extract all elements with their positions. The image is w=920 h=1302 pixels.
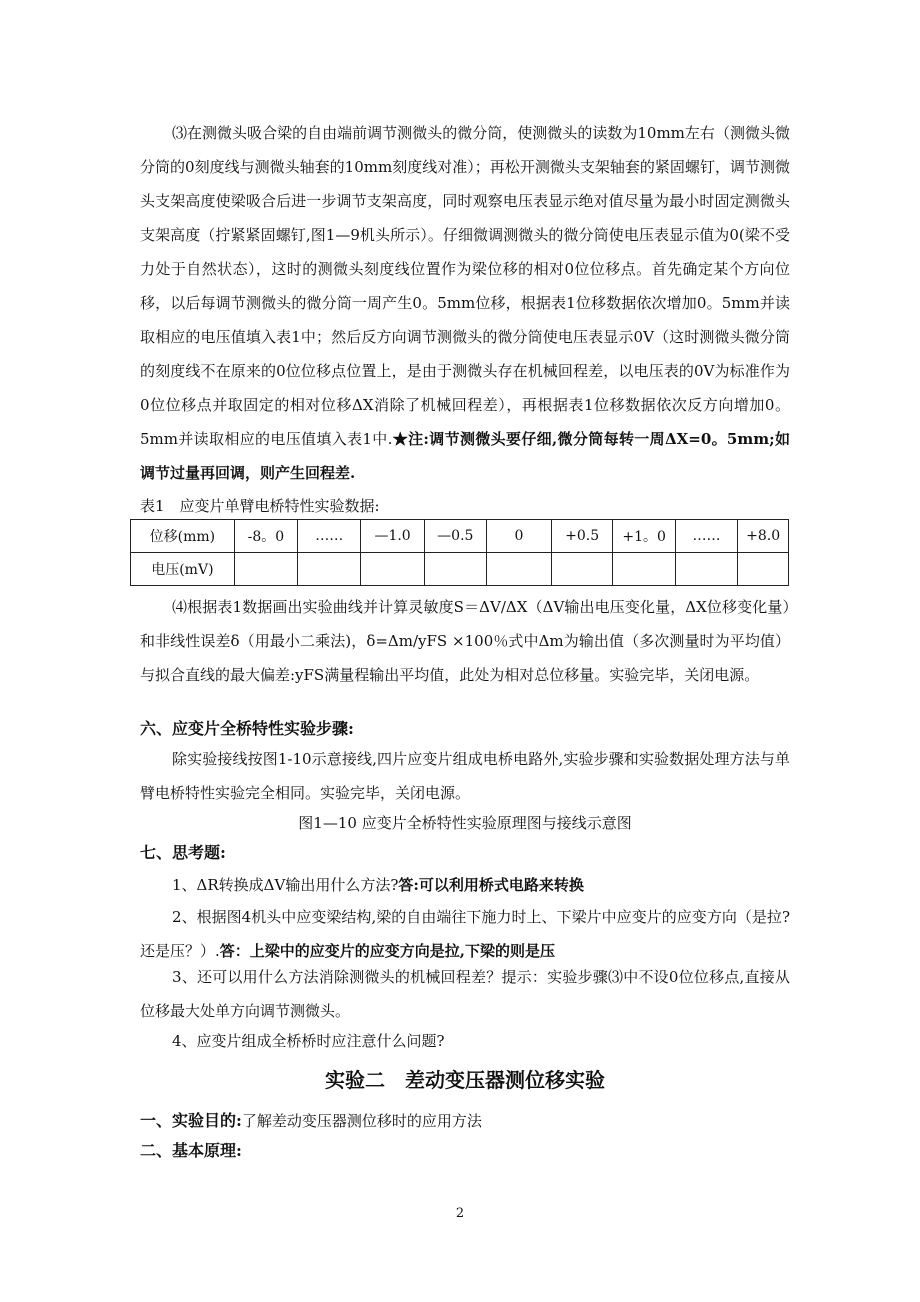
table-cell — [298, 553, 361, 586]
table-cell — [361, 553, 424, 586]
table-caption: 表1 应变片单臂电桥特性实验数据: — [140, 497, 380, 515]
step3-note: ★注:调节测微头要仔细,微分筒每转一周ΔX=0。5mm;如调节过量再回调，则产生回程差. — [140, 430, 790, 482]
table-cell — [551, 553, 612, 586]
answer-2: 答：上梁中的应变片的应变方向是拉,下梁的则是压 — [219, 942, 556, 960]
table-cell — [613, 553, 675, 586]
table-row — [131, 553, 789, 586]
question-2 — [140, 900, 790, 968]
step3-text: ⑶在测微头吸合梁的自由端前调节测微头的微分筒，使测微头的读数为10mm左右（测微头微分筒的0刻度线与测微头轴套的10mm刻度线对准）；再松开测微头支架轴套的紧固螺钉，调节测微头支架高度使梁吸合后进一步调节支架高度，同时观察电压表显示绝对值尽量为最小时固定测微头支架高度（拧紧紧固螺钉,图1—9机头所示）。仔细微调测微头的微分筒使电压表显示值为0(梁不受力处于自然状态），这时的测微头刻度线位置作为梁位移的相对0位位移点。首先确定某个方向位移，以后每调节测微头的微分筒一周产生0。5mm位移，根据表1位移数据依次增加0。5mm并读取相应的电压值填入表1中；然后反方向调节测微头的微分筒使电压表显示0V（这时测微头微分筒的刻度线不在原来的0位位移点位置上，是由于测微头存在机械回程差，以电压表的0V为标准作为0位位移点并取固定的相对位移ΔX消除了机械回程差），再根据表1位移数据依次反方向增加0。5mm并读取相应的电压值填入表1中. — [140, 124, 790, 448]
table-cell: —1.0 — [361, 520, 424, 553]
figure-caption: 图1—10 应变片全桥特性实验原理图与接线示意图 — [298, 814, 632, 832]
table-cell: +8.0 — [738, 520, 789, 553]
table-cell — [234, 553, 297, 586]
question-3: 3、还可以用什么方法消除测微头的机械回程差？提示：实验步骤⑶中不设0位位移点,直接从位移最大处单方向调节测微头。 — [140, 968, 790, 1020]
step4-paragraph: ⑷根据表1数据画出实验曲线并计算灵敏度S＝ΔV/ΔX（ΔV输出电压变化量，ΔX位移变化量）和非线性误差δ（用最小二乘法)，δ=Δm/yFS ×100％式中Δm为输出值（多次测量时为平均值）与拟合直线的最大偏差:yFS满量程输出平均值，此处为相对总位移量。实验完毕，关闭电源。 — [140, 598, 790, 684]
table-cell — [486, 553, 551, 586]
principle-label: 二、基本原理: — [140, 1141, 242, 1160]
question-2-text: 2、根据图4机头中应变梁结构,梁的自由端往下施力时上、下梁片中应变片的应变方向（是拉?还是压？）. — [140, 908, 790, 960]
question-4: 4、应变片组成全桥桥时应注意什么问题? — [172, 1032, 445, 1050]
experiment2-title: 实验二 差动变压器测位移实验 — [325, 1068, 605, 1092]
table-cell — [424, 553, 486, 586]
table-row — [131, 520, 789, 553]
purpose-line — [140, 1104, 790, 1138]
answer-1: 答:可以利用桥式电路来转换 — [398, 876, 584, 894]
table-cell: -8。0 — [234, 520, 297, 553]
row1-label: 位移(mm) — [131, 520, 235, 553]
section6-heading: 六、应变片全桥特性实验步骤: — [140, 719, 354, 738]
table-cell: +0.5 — [551, 520, 612, 553]
step3-paragraph — [140, 116, 790, 490]
section6-body: 除实验接线按图1-10示意接线,四片应变片组成电桥电路外,实验步骤和实验数据处理方法与单臂电桥特性实验完全相同。实验完毕，关闭电源。 — [140, 750, 790, 802]
table-cell: +1。0 — [613, 520, 675, 553]
data-table — [130, 519, 789, 586]
section7-heading: 七、思考题: — [140, 843, 226, 862]
question-1 — [140, 868, 790, 902]
table-cell: …… — [675, 520, 737, 553]
table-cell — [738, 553, 789, 586]
table-cell: —0.5 — [424, 520, 486, 553]
table-cell — [675, 553, 737, 586]
page-number: 2 — [455, 1206, 465, 1221]
question-1-text: 1、ΔR转换成ΔV输出用什么方法? — [172, 876, 399, 894]
row2-label: 电压(mV) — [131, 553, 235, 586]
purpose-label: 一、实验目的: — [140, 1111, 242, 1130]
table-cell: 0 — [486, 520, 551, 553]
purpose-text: 了解差动变压器测位移时的应用方法 — [241, 1112, 482, 1130]
table-cell: …… — [298, 520, 361, 553]
